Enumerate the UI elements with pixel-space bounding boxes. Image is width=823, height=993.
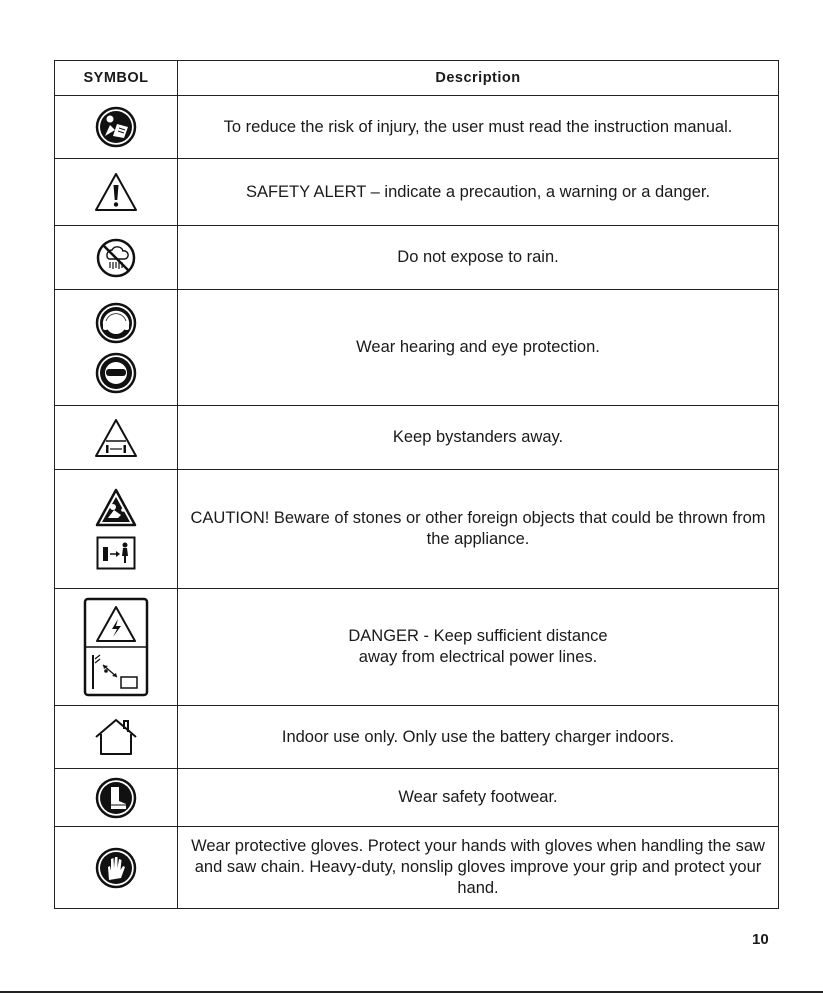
symbol-cell xyxy=(55,290,178,405)
symbol-column-header: SYMBOL xyxy=(55,61,178,95)
description-line: DANGER - Keep sufficient distance xyxy=(348,627,608,645)
table-row xyxy=(55,470,778,589)
description-cell: CAUTION! Beware of stones or other foreign objects that could be thrown from the appliance. xyxy=(190,509,766,548)
description-cell: SAFETY ALERT – indicate a precaution, a warning or a danger. xyxy=(245,182,711,201)
electrical-danger-icon xyxy=(83,597,149,697)
table-row xyxy=(55,706,778,769)
table-row xyxy=(55,827,778,908)
table-header-row xyxy=(55,61,778,96)
page-number: 10 xyxy=(752,931,769,948)
safety-footwear-icon xyxy=(95,777,137,819)
eye-protection-icon xyxy=(95,352,137,394)
description-cell xyxy=(178,589,778,705)
symbol-cell xyxy=(55,769,178,826)
description-line: away from electrical power lines. xyxy=(358,648,598,666)
hearing-protection-icon xyxy=(95,302,137,344)
description-cell: Wear protective gloves. Protect your hands with gloves when handling the saw and saw chain. Heavy-duty, nonslip gloves improve your grip and protect your hand. xyxy=(191,837,765,897)
symbol-cell xyxy=(55,589,178,705)
no-rain-icon xyxy=(95,237,137,279)
symbol-cell xyxy=(55,406,178,469)
symbol-cell xyxy=(55,96,178,158)
table-row xyxy=(55,406,778,470)
description-cell: Wear hearing and eye protection. xyxy=(356,338,600,356)
table-row xyxy=(55,159,778,226)
table-row xyxy=(55,769,778,827)
symbol-cell xyxy=(55,706,178,768)
read-manual-icon xyxy=(95,106,137,148)
symbol-cell xyxy=(55,470,178,588)
table-row xyxy=(55,589,778,706)
description-cell: To reduce the risk of injury, the user must read the instruction manual. xyxy=(223,117,733,136)
indoor-use-icon xyxy=(92,717,140,757)
description-cell: Do not expose to rain. xyxy=(397,248,559,266)
symbol-table xyxy=(54,60,779,909)
description-cell: Keep bystanders away. xyxy=(392,428,564,446)
keep-bystanders-away-icon xyxy=(93,417,139,459)
description-cell: Wear safety footwear. xyxy=(398,788,558,806)
thrown-objects-icon xyxy=(94,488,138,528)
description-cell: Indoor use only. Only use the battery charger indoors. xyxy=(281,727,675,746)
symbol-cell xyxy=(55,827,178,908)
table-row xyxy=(55,226,778,290)
table-row xyxy=(55,96,778,159)
symbol-cell xyxy=(55,226,178,289)
distance-icon xyxy=(96,536,136,570)
description-column-header: Description xyxy=(435,69,521,86)
symbol-cell xyxy=(55,159,178,225)
table-row xyxy=(55,290,778,406)
protective-gloves-icon xyxy=(95,847,137,889)
safety-alert-icon xyxy=(93,171,139,213)
